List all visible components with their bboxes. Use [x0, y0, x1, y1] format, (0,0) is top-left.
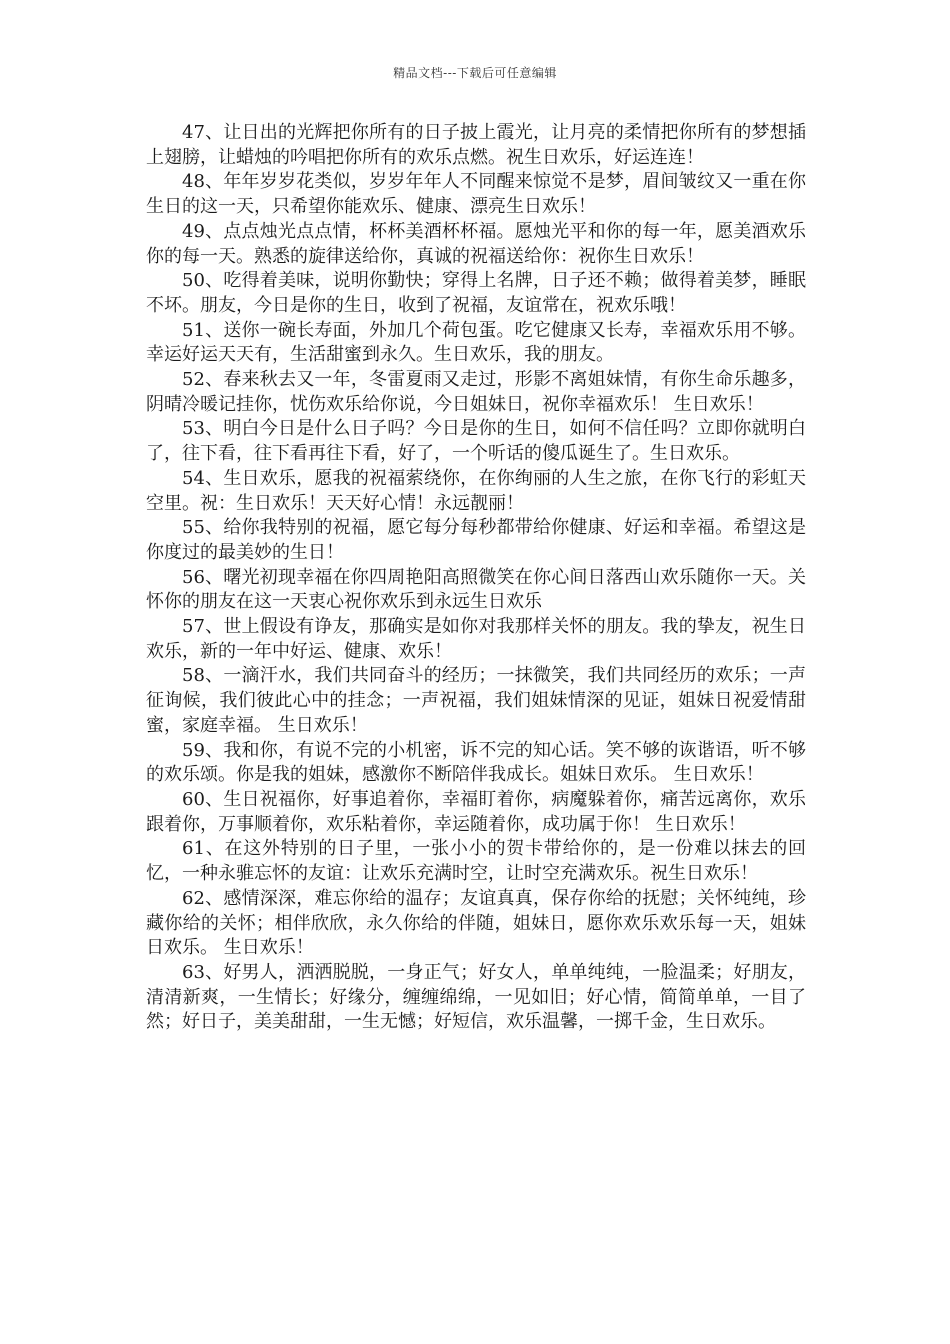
page-header: 精品文档---下载后可任意编辑	[393, 66, 557, 80]
paragraph-57: 57、世上假设有诤友，那确实是如你对我那样关怀的朋友。我的挚友，祝生日欢乐，新的一年中好运、健康、欢乐！	[146, 616, 806, 662]
paragraph-58: 58、一滴汗水，我们共同奋斗的经历；一抹微笑，我们共同经历的欢乐；一声征询候，我们彼此心中的挂念；一声祝福，我们姐妹情深的见证，姐妹日祝爱情甜蜜，家庭幸福。 生日欢乐！	[146, 665, 806, 736]
paragraph-49: 49、点点烛光点点情，杯杯美酒杯杯福。愿烛光平和你的每一年，愿美酒欢乐你的每一天。熟悉的旋律送给你，真诚的祝福送给你：祝你生日欢乐！	[146, 220, 806, 267]
paragraph-63: 63、好男人，洒洒脱脱，一身正气；好女人，单单纯纯，一脸温柔；好朋友，清清新爽，一生情长；好缘分，缠缠绵绵，一见如旧；好心情，简简单单，一目了然；好日子，美美甜甜，一生无憾；好短信，欢乐温馨，一掷千金，生日欢乐。	[146, 961, 806, 1033]
paragraph-56: 56、曙光初现幸福在你四周艳阳高照微笑在你心间日落西山欢乐随你一天。关怀你的朋友在这一天衷心祝你欢乐到永远生日欢乐	[146, 566, 806, 613]
paragraph-60: 60、生日祝福你，好事追着你，幸福盯着你，病魔躲着你，痛苦远离你，欢乐跟着你，万事顺着你，欢乐粘着你，幸运随着你，成功属于你！ 生日欢乐！	[146, 788, 806, 835]
paragraph-53: 53、明白今日是什么日子吗？今日是你的生日，如何不信任吗？立即你就明白了，往下看，往下看再往下看，好了，一个听话的傻瓜诞生了。生日欢乐。	[146, 418, 806, 465]
paragraph-61: 61、在这外特别的日子里，一张小小的贺卡带给你的，是一份难以抹去的回忆，一种永骓忘怀的友谊：让欢乐充满时空，让时空充满欢乐。祝生日欢乐！	[146, 838, 806, 885]
paragraph-54: 54、生日欢乐，愿我的祝福萦绕你，在你绚丽的人生之旅，在你飞行的彩虹天空里。祝：生日欢乐！天天好心情！永远靓丽！	[146, 467, 806, 514]
paragraph-52: 52、春来秋去又一年，冬雷夏雨又走过，形影不离姐妹情，有你生命乐趣多，阴晴冷暖记挂你，忧伤欢乐给你说，今日姐妹日，祝你幸福欢乐！ 生日欢乐！	[146, 369, 806, 415]
paragraph-62: 62、感情深深，难忘你给的温存；友谊真真，保存你给的抚慰；关怀纯纯，珍藏你给的关怀；相伴欣欣，永久你给的伴随，姐妹日，愿你欢乐欢乐每一天，姐妹日欢乐。 生日欢乐！	[146, 887, 806, 959]
paragraph-51: 51、送你一碗长寿面，外加几个荷包蛋。吃它健康又长寿，幸福欢乐用不够。幸运好运天天有，生活甜蜜到永久。生日欢乐，我的朋友。	[146, 319, 806, 366]
document-body	[146, 121, 806, 1035]
paragraph-59: 59、我和你，有说不完的小机密，诉不完的知心话。笑不够的诙谐语，听不够的欢乐颂。你是我的姐妹，感激你不断陪伴我成长。姐妹日欢乐。 生日欢乐！	[146, 739, 806, 786]
paragraph-47: 47、让日出的光辉把你所有的日子披上霞光，让月亮的柔情把你所有的梦想插上翅膀，让蜡烛的吟唱把你所有的欢乐点燃。祝生日欢乐，好运连连！	[146, 122, 806, 168]
paragraph-48: 48、年年岁岁花类似，岁岁年年人不同醒来惊觉不是梦，眉间皱纹又一重在你生日的这一天，只希望你能欢乐、健康、漂亮生日欢乐！	[146, 171, 806, 218]
paragraph-55: 55、给你我特别的祝福，愿它每分每秒都带给你健康、好运和幸福。希望这是你度过的最美妙的生日！	[146, 517, 806, 563]
paragraph-50: 50、吃得着美味，说明你勤快；穿得上名牌，日子还不赖；做得着美梦，睡眠不坏。朋友，今日是你的生日，收到了祝福，友谊常在，祝欢乐哦！	[146, 270, 806, 316]
